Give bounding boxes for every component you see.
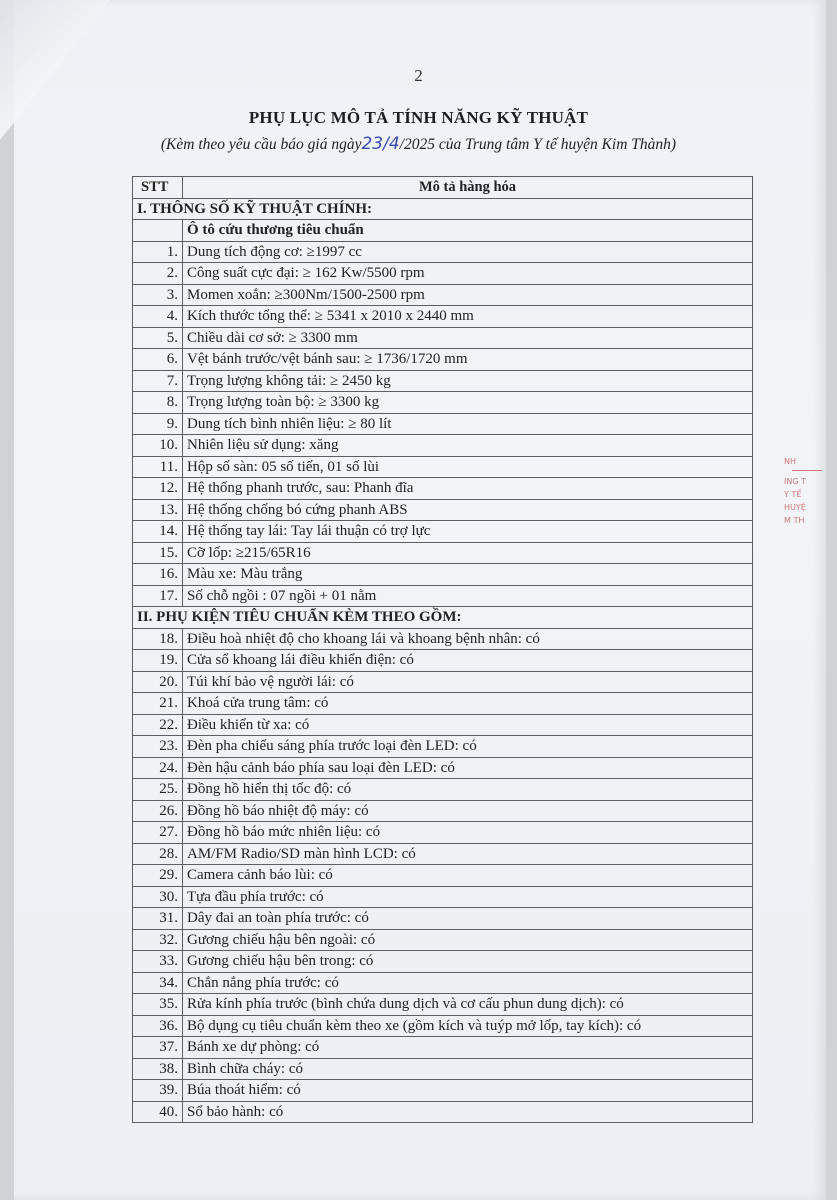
- row-number: 12.: [133, 478, 183, 500]
- section-heading-2: II. PHỤ KIỆN TIÊU CHUẨN KÈM THEO GỒM:: [133, 607, 753, 629]
- stamp-text: M TH: [784, 516, 805, 525]
- row-number: 17.: [133, 585, 183, 607]
- row-description: Đèn hậu cảnh báo phía sau loại đèn LED: có: [183, 757, 753, 779]
- row-description: Hộp số sàn: 05 số tiến, 01 số lùi: [183, 456, 753, 478]
- row-number: 29.: [133, 865, 183, 887]
- stamp-text: NH: [784, 457, 796, 466]
- row-number: 20.: [133, 671, 183, 693]
- table-row: [133, 800, 753, 822]
- row-description: Chắn nắng phía trước: có: [183, 972, 753, 994]
- table-row: [133, 306, 753, 328]
- row-number: 38.: [133, 1058, 183, 1080]
- row-description: Trọng lượng không tải: ≥ 2450 kg: [183, 370, 753, 392]
- row-number: 8.: [133, 392, 183, 414]
- row-number: 1.: [133, 241, 183, 263]
- row-number: 6.: [133, 349, 183, 371]
- row-description: Búa thoát hiểm: có: [183, 1080, 753, 1102]
- row-number: 34.: [133, 972, 183, 994]
- table-row: [133, 908, 753, 930]
- row-number: 40.: [133, 1101, 183, 1123]
- row-description: Đồng hồ hiển thị tốc độ: có: [183, 779, 753, 801]
- table-row: [133, 650, 753, 672]
- page-title: PHỤ LỤC MÔ TẢ TÍNH NĂNG KỸ THUẬT: [248, 108, 589, 127]
- page-subtitle: [0, 134, 837, 154]
- row-description: Dây đai an toàn phía trước: có: [183, 908, 753, 930]
- subheading-row: [133, 220, 753, 242]
- row-description: Bánh xe dự phòng: có: [183, 1037, 753, 1059]
- stamp-text: Y TẾ: [784, 490, 802, 499]
- table-row: [133, 564, 753, 586]
- table-row: [133, 1015, 753, 1037]
- vehicle-subheading: Ô tô cứu thương tiêu chuẩn: [183, 220, 753, 242]
- table-row: [133, 585, 753, 607]
- stamp-line: [792, 470, 822, 471]
- row-description: Màu xe: Màu trắng: [183, 564, 753, 586]
- row-description: Bộ dụng cụ tiêu chuẩn kèm theo xe (gồm kích và tuýp mở lốp, tay kích): có: [183, 1015, 753, 1037]
- table-row: [133, 779, 753, 801]
- row-description: Vệt bánh trước/vệt bánh sau: ≥ 1736/1720 mm: [183, 349, 753, 371]
- row-description: Kích thước tổng thể: ≥ 5341 x 2010 x 2440 mm: [183, 306, 753, 328]
- row-number: 5.: [133, 327, 183, 349]
- row-description: Nhiên liệu sử dụng: xăng: [183, 435, 753, 457]
- row-description: Hệ thống tay lái: Tay lái thuận có trợ lực: [183, 521, 753, 543]
- page-number: 2: [414, 66, 423, 85]
- table-row: [133, 370, 753, 392]
- row-number: 31.: [133, 908, 183, 930]
- handwritten-month: 4: [388, 134, 400, 154]
- table-row: [133, 413, 753, 435]
- row-number: 28.: [133, 843, 183, 865]
- table-row: [133, 693, 753, 715]
- row-number: 23.: [133, 736, 183, 758]
- section-row: [133, 198, 753, 220]
- table-row: [133, 349, 753, 371]
- row-number: 15.: [133, 542, 183, 564]
- table-row: [133, 1080, 753, 1102]
- row-description: Gương chiếu hậu bên trong: có: [183, 951, 753, 973]
- row-number: 27.: [133, 822, 183, 844]
- table-row: [133, 456, 753, 478]
- row-number: 14.: [133, 521, 183, 543]
- row-description: Bình chữa cháy: có: [183, 1058, 753, 1080]
- row-number: 37.: [133, 1037, 183, 1059]
- row-description: Đồng hồ báo nhiệt độ máy: có: [183, 800, 753, 822]
- empty-cell: [133, 220, 183, 242]
- stamp-text: ING T: [784, 477, 806, 486]
- table-row: [133, 435, 753, 457]
- table-row: [133, 757, 753, 779]
- row-number: 26.: [133, 800, 183, 822]
- row-description: Hệ thống chống bó cứng phanh ABS: [183, 499, 753, 521]
- row-number: 11.: [133, 456, 183, 478]
- table-row: [133, 865, 753, 887]
- row-number: 2.: [133, 263, 183, 285]
- section-row: [133, 607, 753, 629]
- row-number: 25.: [133, 779, 183, 801]
- row-description: Tựa đầu phía trước: có: [183, 886, 753, 908]
- row-description: Rửa kính phía trước (bình chứa dung dịch và cơ cấu phun dung dịch): có: [183, 994, 753, 1016]
- row-number: 18.: [133, 628, 183, 650]
- row-number: 36.: [133, 1015, 183, 1037]
- row-description: Đồng hồ báo mức nhiên liệu: có: [183, 822, 753, 844]
- table-row: [133, 392, 753, 414]
- table-row: [133, 843, 753, 865]
- row-description: Hệ thống phanh trước, sau: Phanh đĩa: [183, 478, 753, 500]
- row-number: 13.: [133, 499, 183, 521]
- table-row: [133, 972, 753, 994]
- row-number: 3.: [133, 284, 183, 306]
- table-row: [133, 521, 753, 543]
- handwritten-day: 23/: [361, 134, 389, 154]
- table-row: [133, 327, 753, 349]
- row-number: 39.: [133, 1080, 183, 1102]
- row-description: Đèn pha chiếu sáng phía trước loại đèn LED: có: [183, 736, 753, 758]
- row-description: Túi khí bảo vệ người lái: có: [183, 671, 753, 693]
- row-number: 21.: [133, 693, 183, 715]
- table-row: [133, 822, 753, 844]
- row-description: Điều khiển từ xa: có: [183, 714, 753, 736]
- table-row: [133, 1037, 753, 1059]
- row-number: 19.: [133, 650, 183, 672]
- row-description: Khoá cửa trung tâm: có: [183, 693, 753, 715]
- row-description: Cỡ lốp: ≥215/65R16: [183, 542, 753, 564]
- row-number: 9.: [133, 413, 183, 435]
- row-number: 35.: [133, 994, 183, 1016]
- row-number: 16.: [133, 564, 183, 586]
- section-heading-1: I. THÔNG SỐ KỸ THUẬT CHÍNH:: [133, 198, 753, 220]
- table-body: [133, 198, 753, 1123]
- row-description: Công suất cực đại: ≥ 162 Kw/5500 rpm: [183, 263, 753, 285]
- row-number: 32.: [133, 929, 183, 951]
- row-description: AM/FM Radio/SD màn hình LCD: có: [183, 843, 753, 865]
- row-description: Momen xoắn: ≥300Nm/1500-2500 rpm: [183, 284, 753, 306]
- row-description: Camera cảnh báo lùi: có: [183, 865, 753, 887]
- table-row: [133, 263, 753, 285]
- row-description: Chiều dài cơ sở: ≥ 3300 mm: [183, 327, 753, 349]
- row-number: 10.: [133, 435, 183, 457]
- table-row: [133, 628, 753, 650]
- subtitle-prefix: (Kèm theo yêu cầu báo giá ngày: [160, 136, 362, 153]
- row-description: Gương chiếu hậu bên ngoài: có: [183, 929, 753, 951]
- table-row: [133, 886, 753, 908]
- table-row: [133, 1058, 753, 1080]
- row-description: Trọng lượng toàn bộ: ≥ 3300 kg: [183, 392, 753, 414]
- spec-table: [132, 176, 753, 1123]
- row-number: 4.: [133, 306, 183, 328]
- header-description: Mô tả hàng hóa: [183, 177, 753, 199]
- table-header-row: [133, 177, 753, 199]
- subtitle-suffix: /2025 của Trung tâm Y tế huyện Kim Thành): [399, 136, 677, 153]
- stamp-text: HUYỆ: [784, 503, 806, 512]
- row-number: 22.: [133, 714, 183, 736]
- row-description: Số chỗ ngồi : 07 ngồi + 01 nằm: [183, 585, 753, 607]
- header-stt: STT: [133, 177, 183, 199]
- table-row: [133, 478, 753, 500]
- row-number: 33.: [133, 951, 183, 973]
- table-row: [133, 241, 753, 263]
- row-number: 30.: [133, 886, 183, 908]
- table-row: [133, 284, 753, 306]
- table-row: [133, 1101, 753, 1123]
- table-row: [133, 951, 753, 973]
- row-description: Điều hoà nhiệt độ cho khoang lái và khoang bệnh nhân: có: [183, 628, 753, 650]
- table-row: [133, 542, 753, 564]
- table-row: [133, 929, 753, 951]
- row-description: Cửa sổ khoang lái điều khiển điện: có: [183, 650, 753, 672]
- table-row: [133, 736, 753, 758]
- table-row: [133, 671, 753, 693]
- table-row: [133, 714, 753, 736]
- row-description: Dung tích bình nhiên liệu: ≥ 80 lít: [183, 413, 753, 435]
- table-row: [133, 994, 753, 1016]
- table-row: [133, 499, 753, 521]
- row-description: Dung tích động cơ: ≥1997 cc: [183, 241, 753, 263]
- red-stamp-fragment: [784, 455, 834, 527]
- row-number: 24.: [133, 757, 183, 779]
- row-number: 7.: [133, 370, 183, 392]
- row-description: Sổ bảo hành: có: [183, 1101, 753, 1123]
